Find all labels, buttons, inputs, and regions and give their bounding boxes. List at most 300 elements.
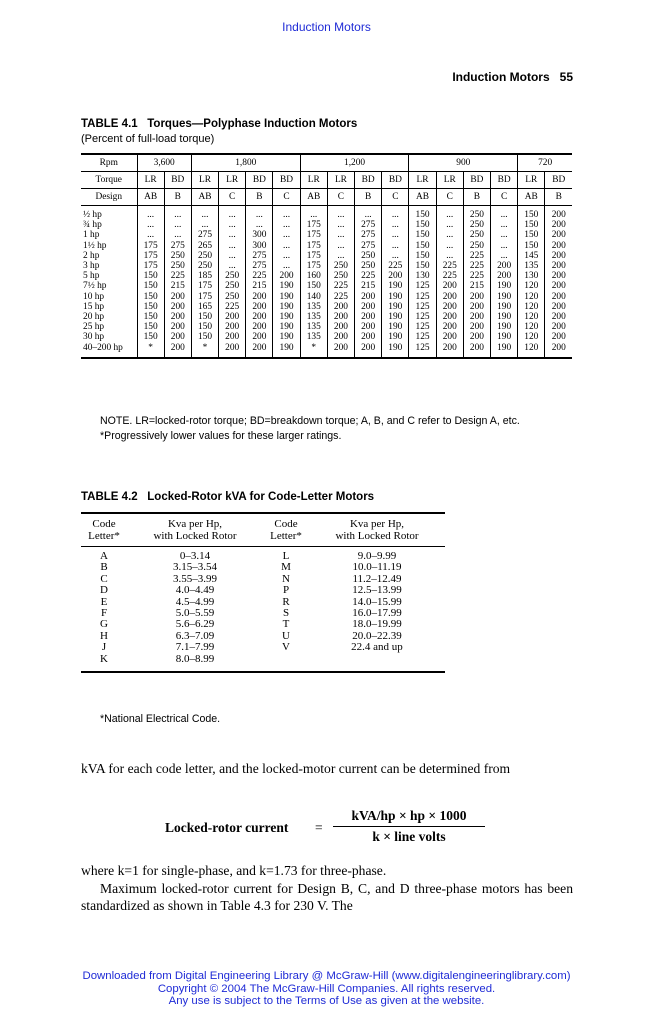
- torque-value-cell: ...: [491, 241, 518, 251]
- design-row: [81, 189, 572, 206]
- torque-value-cell: 135: [300, 322, 327, 332]
- torque-cell: LR: [518, 172, 545, 189]
- torque-value-cell: 200: [463, 302, 490, 312]
- torque-value-cell: 160: [300, 271, 327, 281]
- design-cell: C: [491, 189, 518, 206]
- kva-range-cell: 9.0–9.99: [357, 550, 397, 562]
- torque-value-cell: 200: [246, 312, 273, 322]
- torque-value-cell: ...: [300, 206, 327, 221]
- hp-rating-cell: 3 hp: [83, 261, 100, 272]
- table-row: [81, 220, 572, 230]
- torque-value-cell: 150: [137, 312, 164, 322]
- torque-value-cell: ...: [327, 220, 354, 230]
- header-line: Kva per Hp,: [167, 518, 223, 530]
- torque-value-cell: 200: [246, 332, 273, 342]
- torque-value-cell: ...: [164, 230, 191, 240]
- torque-value-cell: 225: [219, 302, 246, 312]
- torque-value-cell: ...: [355, 206, 382, 221]
- torque-value-cell: ...: [327, 241, 354, 251]
- torque-value-cell: ...: [273, 261, 300, 271]
- design-cell: C: [327, 189, 354, 206]
- code-letter-cell: J: [101, 641, 107, 654]
- torque-value-cell: 200: [545, 230, 572, 240]
- table-row: [81, 547, 445, 563]
- formula-fraction: [333, 808, 485, 845]
- torque-value-cell: 200: [545, 302, 572, 312]
- formula-numerator: kVA/hp × hp × 1000: [333, 808, 485, 827]
- table-row: [81, 271, 572, 281]
- design-cell: AB: [518, 189, 545, 206]
- design-cell: C: [273, 189, 300, 206]
- torque-value-cell: 200: [545, 261, 572, 271]
- torque-value-cell: 250: [463, 241, 490, 251]
- torque-value-cell: 150: [518, 241, 545, 251]
- torque-value-cell: 250: [463, 206, 490, 221]
- torque-value-cell: ...: [327, 206, 354, 221]
- torque-value-cell: 250: [327, 261, 354, 271]
- code-letter-cell: L: [282, 550, 290, 562]
- torque-value-cell: 150: [518, 230, 545, 240]
- torque-value-cell: ...: [382, 220, 409, 230]
- hp-rating-cell: ¾ hp: [83, 220, 102, 231]
- torque-value-cell: 200: [382, 271, 409, 281]
- torque-value-cell: 150: [137, 281, 164, 291]
- torque-value-cell: 200: [463, 332, 490, 342]
- torque-value-cell: 150: [409, 206, 436, 221]
- torque-value-cell: 200: [545, 343, 572, 358]
- torque-value-cell: 150: [191, 312, 218, 322]
- kva-range-cell: 3.15–3.54: [173, 561, 217, 574]
- torque-value-cell: 135: [300, 302, 327, 312]
- torque-value-cell: 200: [355, 332, 382, 342]
- kva-range-cell: 18.0–19.99: [352, 618, 402, 631]
- kva-range-cell: 7.1–7.99: [175, 641, 215, 654]
- table-row: [81, 261, 572, 271]
- kva-range-cell: 0–3.14: [179, 550, 211, 562]
- body-paragraph: where k=1 for single-phase, and k=1.73 for three-phase.: [81, 863, 387, 878]
- torque-value-cell: 120: [518, 312, 545, 322]
- torque-value-cell: ...: [436, 206, 463, 221]
- torque-value-cell: 120: [518, 281, 545, 291]
- footer: [0, 970, 653, 1008]
- torque-cell: BD: [273, 172, 300, 189]
- torque-value-cell: 200: [545, 251, 572, 261]
- code-letter-cell: N: [282, 572, 290, 585]
- torque-value-cell: 200: [545, 241, 572, 251]
- torque-value-cell: 200: [545, 281, 572, 291]
- table-4-2: [81, 512, 445, 673]
- table-row: [81, 332, 572, 342]
- torque-value-cell: 150: [518, 206, 545, 221]
- header-line: Code: [274, 518, 298, 530]
- torque-value-cell: 175: [137, 261, 164, 271]
- torque-value-cell: 200: [327, 312, 354, 322]
- torque-value-cell: 225: [436, 271, 463, 281]
- torque-value-cell: 125: [409, 292, 436, 302]
- table-4-2-caption: [81, 491, 374, 503]
- torque-value-cell: 275: [355, 241, 382, 251]
- formula-lhs: Locked-rotor current: [165, 820, 289, 835]
- header-line: Code: [92, 518, 116, 530]
- torque-value-cell: 190: [491, 332, 518, 342]
- torque-value-cell: ...: [164, 206, 191, 221]
- torque-value-cell: 250: [219, 292, 246, 302]
- torque-value-cell: 200: [545, 206, 572, 221]
- torque-value-cell: 200: [463, 343, 490, 358]
- code-letter-cell: E: [100, 595, 108, 608]
- torque-value-cell: 200: [436, 292, 463, 302]
- code-letter-cell: C: [100, 572, 108, 585]
- torque-value-cell: 200: [436, 312, 463, 322]
- torque-value-cell: 150: [409, 230, 436, 240]
- code-letter-cell: F: [100, 607, 108, 620]
- table-4-2-label: TABLE 4.2: [81, 491, 138, 503]
- kva-range-cell: 16.0–17.99: [352, 607, 402, 620]
- body-paragraph: Maximum locked-rotor current for Design B, C, and D three-phase motors has been standardized as shown in Table 4.3 for 230 V. The: [81, 881, 573, 913]
- design-cell: B: [463, 189, 490, 206]
- torque-value-cell: 175: [300, 251, 327, 261]
- kva-range-cell: 5.0–5.59: [175, 607, 215, 620]
- torque-value-cell: 225: [164, 271, 191, 281]
- code-letter-cell: H: [100, 629, 108, 642]
- torque-value-cell: 200: [545, 292, 572, 302]
- table-row: [81, 585, 445, 596]
- torque-value-cell: 225: [463, 251, 490, 261]
- table-4-2-header: [309, 513, 445, 547]
- table-4-1-label: TABLE 4.1: [81, 118, 138, 130]
- kva-range-cell: 4.5–4.99: [175, 595, 215, 608]
- code-letter-cell: A: [100, 550, 108, 562]
- torque-value-cell: 200: [246, 302, 273, 312]
- torque-value-cell: 250: [191, 251, 218, 261]
- table-row: [81, 292, 572, 302]
- torque-value-cell: 175: [191, 292, 218, 302]
- torque-cell: LR: [191, 172, 218, 189]
- torque-cell: LR: [409, 172, 436, 189]
- torque-label: Torque: [81, 172, 137, 189]
- header-line: Letter*: [88, 530, 120, 542]
- hp-rating-cell: 25 hp: [83, 322, 105, 333]
- torque-cell: LR: [137, 172, 164, 189]
- torque-value-cell: 150: [409, 261, 436, 271]
- torque-value-cell: 130: [518, 271, 545, 281]
- torque-value-cell: 200: [463, 322, 490, 332]
- torque-value-cell: 200: [164, 322, 191, 332]
- torque-value-cell: ...: [436, 230, 463, 240]
- torque-value-cell: 175: [300, 261, 327, 271]
- torque-value-cell: 200: [164, 312, 191, 322]
- torque-value-cell: 120: [518, 322, 545, 332]
- torque-value-cell: 200: [545, 271, 572, 281]
- torque-value-cell: ...: [219, 261, 246, 271]
- header-line: Letter*: [270, 530, 302, 542]
- torque-value-cell: 190: [491, 312, 518, 322]
- rpm-value: 900: [409, 154, 518, 172]
- torque-value-cell: 300: [246, 230, 273, 240]
- rpm-value: 3,600: [137, 154, 191, 172]
- torque-value-cell: 250: [355, 251, 382, 261]
- torque-value-cell: 190: [382, 281, 409, 291]
- torque-value-cell: ...: [219, 220, 246, 230]
- torque-value-cell: 200: [355, 302, 382, 312]
- torque-value-cell: 120: [518, 292, 545, 302]
- torque-cell: LR: [327, 172, 354, 189]
- kva-range-cell: 20.0–22.39: [352, 629, 402, 642]
- table-4-1-note-line: *Progressively lower values for these larger ratings.: [100, 430, 342, 442]
- formula-equals: =: [315, 820, 323, 835]
- kva-range-cell: 4.0–4.49: [175, 584, 215, 597]
- torque-value-cell: ...: [273, 230, 300, 240]
- design-cell: C: [436, 189, 463, 206]
- torque-value-cell: 250: [463, 230, 490, 240]
- rpm-value: 720: [518, 154, 572, 172]
- torque-value-cell: 215: [246, 281, 273, 291]
- torque-value-cell: 200: [219, 343, 246, 358]
- torque-value-cell: 190: [273, 281, 300, 291]
- kva-range-cell: 5.6–6.29: [175, 618, 215, 631]
- kva-range-cell: 6.3–7.09: [175, 629, 215, 642]
- torque-value-cell: 200: [545, 312, 572, 322]
- hp-rating-cell: 2 hp: [83, 250, 100, 261]
- hp-rating-cell: 5 hp: [83, 271, 100, 282]
- torque-value-cell: 175: [300, 241, 327, 251]
- torque-value-cell: 165: [191, 302, 218, 312]
- torque-cell: BD: [382, 172, 409, 189]
- torque-value-cell: ...: [273, 206, 300, 221]
- table-4-2-title: Locked-Rotor kVA for Code-Letter Motors: [147, 491, 375, 503]
- hp-rating-cell: 1 hp: [83, 230, 100, 241]
- torque-value-cell: ...: [164, 220, 191, 230]
- torque-value-cell: ...: [219, 206, 246, 221]
- torque-value-cell: 175: [300, 230, 327, 240]
- torque-value-cell: ...: [491, 220, 518, 230]
- torque-value-cell: ...: [382, 230, 409, 240]
- torque-value-cell: ...: [191, 220, 218, 230]
- table-row: [81, 312, 572, 322]
- torque-value-cell: 175: [300, 220, 327, 230]
- footer-download-link[interactable]: Downloaded from Digital Engineering Library @ McGraw-Hill (www.digitalengineeringlibrary.com): [82, 970, 571, 982]
- torque-value-cell: 225: [355, 271, 382, 281]
- table-4-2-header-row: [81, 513, 445, 547]
- torque-value-cell: 250: [219, 271, 246, 281]
- design-cell: B: [246, 189, 273, 206]
- torque-cell: LR: [436, 172, 463, 189]
- table-row: [81, 642, 445, 653]
- rpm-row: [81, 154, 572, 172]
- torque-value-cell: 125: [409, 322, 436, 332]
- torque-value-cell: 200: [219, 322, 246, 332]
- torque-value-cell: 135: [300, 312, 327, 322]
- torque-value-cell: 175: [137, 241, 164, 251]
- torque-value-cell: 300: [246, 241, 273, 251]
- torque-cell: BD: [545, 172, 572, 189]
- torque-value-cell: 175: [137, 251, 164, 261]
- torque-value-cell: 120: [518, 332, 545, 342]
- torque-value-cell: 265: [191, 241, 218, 251]
- rpm-label: Rpm: [81, 154, 137, 172]
- table-4-2-header: [127, 513, 263, 547]
- torque-cell: BD: [246, 172, 273, 189]
- footer-copyright: Copyright © 2004 The McGraw-Hill Companies. All rights reserved.: [157, 982, 496, 995]
- table-row: [81, 654, 445, 672]
- torque-value-cell: ...: [273, 241, 300, 251]
- torque-value-cell: 200: [327, 343, 354, 358]
- code-letter-cell: U: [282, 629, 290, 642]
- code-letter-cell: [263, 654, 309, 672]
- torque-value-cell: ...: [273, 220, 300, 230]
- torque-value-cell: 200: [545, 332, 572, 342]
- design-cell: C: [219, 189, 246, 206]
- design-cell: AB: [409, 189, 436, 206]
- torque-value-cell: 140: [300, 292, 327, 302]
- torque-value-cell: ...: [491, 230, 518, 240]
- table-4-2-note: *National Electrical Code.: [100, 713, 221, 725]
- code-letter-cell: B: [100, 561, 108, 574]
- table-4-2-header: [263, 513, 309, 547]
- torque-value-cell: 190: [382, 322, 409, 332]
- torque-value-cell: ...: [436, 241, 463, 251]
- torque-value-cell: ...: [436, 220, 463, 230]
- torque-value-cell: 120: [518, 343, 545, 358]
- torque-value-cell: ...: [246, 220, 273, 230]
- torque-value-cell: 150: [137, 332, 164, 342]
- torque-value-cell: 190: [273, 292, 300, 302]
- torque-value-cell: 275: [191, 230, 218, 240]
- torque-value-cell: 200: [164, 332, 191, 342]
- hp-rating-cell: ½ hp: [83, 210, 102, 220]
- hp-rating-cell: 30 hp: [83, 332, 105, 343]
- table-row: [81, 302, 572, 312]
- torque-value-cell: 150: [191, 332, 218, 342]
- code-letter-cell: D: [100, 584, 108, 597]
- table-4-1-note-line: NOTE. LR=locked-rotor torque; BD=breakdown torque; A, B, and C refer to Design A, etc.: [100, 415, 520, 427]
- torque-value-cell: 150: [191, 322, 218, 332]
- design-label: Design: [81, 189, 137, 206]
- table-row: [81, 281, 572, 291]
- code-letter-cell: S: [282, 607, 290, 620]
- torque-row: [81, 172, 572, 189]
- top-link[interactable]: Induction Motors: [282, 20, 371, 34]
- torque-value-cell: 250: [191, 261, 218, 271]
- torque-value-cell: 200: [246, 343, 273, 358]
- header-line: Kva per Hp,: [349, 518, 405, 530]
- hp-rating-cell: 7½ hp: [83, 281, 107, 292]
- table-row: [81, 206, 572, 221]
- design-cell: AB: [300, 189, 327, 206]
- torque-value-cell: 200: [273, 271, 300, 281]
- torque-value-cell: ...: [491, 206, 518, 221]
- torque-value-cell: 150: [409, 241, 436, 251]
- torque-value-cell: 125: [409, 302, 436, 312]
- footer-terms-link[interactable]: Any use is subject to the Terms of Use as given at the website.: [168, 995, 485, 1007]
- torque-value-cell: ...: [191, 206, 218, 221]
- torque-value-cell: 215: [164, 281, 191, 291]
- torque-cell: LR: [300, 172, 327, 189]
- torque-value-cell: 150: [300, 281, 327, 291]
- torque-value-cell: ...: [382, 251, 409, 261]
- torque-value-cell: 200: [246, 292, 273, 302]
- code-letter-cell: G: [100, 618, 108, 631]
- torque-value-cell: 150: [137, 292, 164, 302]
- torque-value-cell: 250: [219, 281, 246, 291]
- table-row: [81, 230, 572, 240]
- torque-value-cell: 190: [273, 312, 300, 322]
- torque-value-cell: 190: [491, 343, 518, 358]
- torque-value-cell: 190: [491, 281, 518, 291]
- hp-rating-cell: 15 hp: [83, 301, 105, 312]
- torque-value-cell: 225: [327, 281, 354, 291]
- torque-value-cell: ...: [219, 241, 246, 251]
- torque-value-cell: 175: [191, 281, 218, 291]
- torque-value-cell: 200: [436, 302, 463, 312]
- torque-value-cell: 250: [327, 271, 354, 281]
- table-row: [81, 322, 572, 332]
- torque-value-cell: 125: [409, 281, 436, 291]
- code-letter-cell: M: [281, 561, 291, 574]
- torque-value-cell: 200: [246, 322, 273, 332]
- torque-value-cell: 250: [463, 220, 490, 230]
- torque-value-cell: 200: [355, 312, 382, 322]
- torque-value-cell: 200: [491, 261, 518, 271]
- torque-value-cell: 225: [436, 261, 463, 271]
- kva-range-cell: 8.0–8.99: [127, 654, 263, 672]
- kva-range-cell: 3.55–3.99: [173, 572, 217, 585]
- torque-value-cell: ...: [137, 230, 164, 240]
- torque-value-cell: 200: [219, 332, 246, 342]
- torque-value-cell: 200: [463, 312, 490, 322]
- torque-cell: BD: [491, 172, 518, 189]
- torque-value-cell: *: [191, 343, 218, 358]
- table-row: [81, 241, 572, 251]
- code-letter-cell: V: [282, 641, 290, 654]
- torque-value-cell: ...: [219, 230, 246, 240]
- torque-value-cell: 190: [273, 332, 300, 342]
- formula-denominator: k × line volts: [372, 829, 446, 844]
- torque-value-cell: 225: [463, 271, 490, 281]
- kva-range-cell: 10.0–11.19: [352, 561, 402, 574]
- torque-value-cell: 250: [355, 261, 382, 271]
- header-line: with Locked Rotor: [153, 530, 237, 542]
- code-letter-cell: P: [282, 584, 290, 597]
- kva-range-cell: [309, 654, 445, 672]
- torque-value-cell: 120: [518, 302, 545, 312]
- torque-value-cell: 200: [436, 281, 463, 291]
- torque-cell: BD: [463, 172, 490, 189]
- torque-value-cell: *: [137, 343, 164, 358]
- torque-value-cell: 200: [355, 292, 382, 302]
- torque-value-cell: 125: [409, 343, 436, 358]
- torque-value-cell: 190: [382, 292, 409, 302]
- rpm-value: 1,200: [300, 154, 409, 172]
- torque-value-cell: ...: [137, 220, 164, 230]
- torque-value-cell: 200: [463, 292, 490, 302]
- design-cell: C: [382, 189, 409, 206]
- kva-range-cell: 22.4 and up: [351, 641, 403, 654]
- torque-value-cell: 200: [545, 322, 572, 332]
- code-letter-cell: K: [81, 654, 127, 672]
- kva-range-cell: 14.0–15.99: [352, 595, 402, 608]
- design-cell: B: [545, 189, 572, 206]
- torque-value-cell: *: [300, 343, 327, 358]
- torque-value-cell: 275: [355, 230, 382, 240]
- table-4-1-caption: [81, 118, 357, 130]
- torque-value-cell: 225: [327, 292, 354, 302]
- torque-value-cell: 150: [409, 251, 436, 261]
- torque-value-cell: 150: [137, 322, 164, 332]
- table-row: [81, 251, 572, 261]
- torque-cell: BD: [355, 172, 382, 189]
- torque-value-cell: 215: [355, 281, 382, 291]
